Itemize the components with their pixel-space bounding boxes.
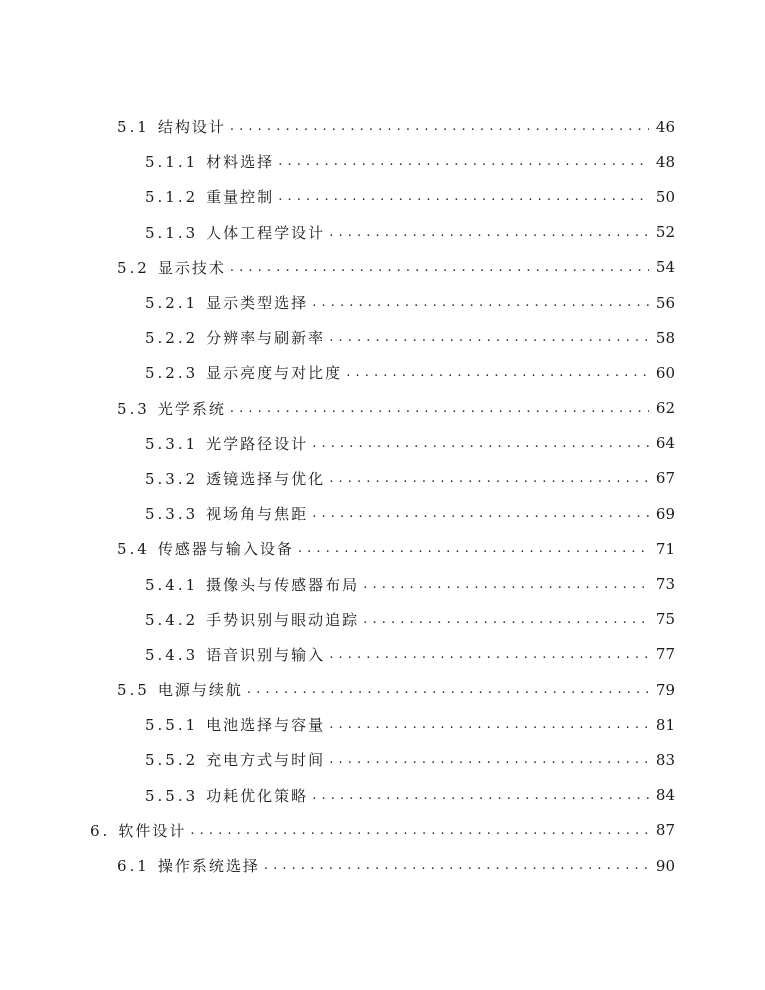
toc-entry-5-1[interactable]: [0, 109, 765, 144]
toc-entry-text: 摄像头与传感器布局: [206, 575, 360, 594]
toc-entry-text: 材料选择: [206, 153, 275, 172]
toc-entry-text: 传感器与输入设备: [157, 540, 294, 559]
dot-leader: [312, 295, 649, 310]
toc-entry-5-4-2[interactable]: [0, 602, 765, 637]
toc-entry-text: 透镜选择与优化: [206, 469, 326, 488]
toc-entry-number: 5.4.3: [145, 645, 199, 664]
toc-entry-title: [145, 362, 342, 383]
dot-leader: [312, 506, 649, 521]
toc-entry-5-5-2[interactable]: [0, 742, 765, 777]
toc-entry-5-1-2[interactable]: [0, 179, 765, 214]
toc-entry-number: 5.4.2: [145, 610, 199, 629]
toc-entry-number: 5.2.2: [145, 329, 199, 348]
toc-entry-number: 5.5.2: [145, 751, 199, 770]
toc-entry-number: 5.5.1: [145, 716, 199, 735]
toc-entry-5-3-3[interactable]: [0, 496, 765, 531]
toc-entry-text: 操作系统选择: [157, 857, 260, 876]
toc-page-number: 67: [655, 469, 675, 488]
toc-entry-5-4[interactable]: [0, 531, 765, 566]
toc-entry-text: 语音识别与输入: [206, 645, 326, 664]
dot-leader: [230, 119, 649, 134]
toc-entry-number: 5.4: [117, 540, 150, 559]
toc-entry-number: 5.2.1: [145, 294, 199, 313]
toc-page-number: 62: [655, 399, 675, 418]
toc-page-number: 71: [655, 539, 675, 558]
toc-entry-5-4-1[interactable]: [0, 566, 765, 601]
toc-entry-number: 5.4.1: [145, 575, 199, 594]
toc-entry-title: [145, 714, 325, 735]
toc-entry-number: 5.2: [117, 258, 150, 277]
dot-leader: [278, 189, 649, 204]
toc-entry-text: 视场角与焦距: [206, 505, 309, 524]
toc-entry-title: [145, 749, 325, 770]
toc-page-number: 60: [655, 363, 675, 382]
dot-leader: [363, 577, 649, 592]
toc-entry-6-1[interactable]: [0, 848, 765, 883]
toc-entry-title: [90, 820, 186, 841]
toc-entry-number: 5.1.3: [145, 223, 199, 242]
toc-entry-5-5[interactable]: [0, 672, 765, 707]
toc-entry-text: 显示类型选择: [206, 294, 309, 313]
toc-entry-5-2-3[interactable]: [0, 355, 765, 390]
toc-entry-5-2-1[interactable]: [0, 285, 765, 320]
dot-leader: [329, 471, 649, 486]
dot-leader: [247, 682, 649, 697]
toc-entry-title: [117, 398, 226, 419]
dot-leader: [312, 436, 649, 451]
toc-page-number: 77: [655, 645, 675, 664]
dot-leader: [363, 612, 649, 627]
toc-entry-title: [117, 257, 226, 278]
toc-page-number: 54: [655, 258, 675, 277]
toc-page-number: 79: [655, 680, 675, 699]
toc-entry-text: 结构设计: [157, 118, 226, 137]
toc-entry-number: 6.1: [117, 857, 150, 876]
toc-entry-6[interactable]: [0, 813, 765, 848]
dot-leader: [346, 365, 649, 380]
toc-page-number: 90: [655, 856, 675, 875]
toc-entry-number: 5.3.1: [145, 434, 199, 453]
toc-entry-text: 软件设计: [118, 821, 187, 840]
toc-entry-title: [145, 292, 308, 313]
toc-entry-title: [145, 785, 308, 806]
toc-entry-number: 5.2.3: [145, 364, 199, 383]
toc-page-number: 73: [655, 575, 675, 594]
toc-entry-number: 5.1: [117, 118, 150, 137]
toc-entry-number: 5.1.2: [145, 188, 199, 207]
toc-entry-number: 5.5.3: [145, 786, 199, 805]
toc-page-number: 46: [655, 117, 675, 136]
toc-page-number: 69: [655, 504, 675, 523]
toc-entry-5-4-3[interactable]: [0, 637, 765, 672]
table-of-contents: [0, 109, 765, 883]
toc-entry-5-2-2[interactable]: [0, 320, 765, 355]
toc-entry-title: [145, 574, 359, 595]
toc-page-number: 84: [655, 786, 675, 805]
toc-entry-5-5-1[interactable]: [0, 707, 765, 742]
toc-page-number: 58: [655, 328, 675, 347]
toc-entry-text: 人体工程学设计: [206, 223, 326, 242]
toc-entry-title: [117, 679, 243, 700]
toc-entry-text: 分辨率与刷新率: [206, 329, 326, 348]
toc-entry-number: 5.3.3: [145, 505, 199, 524]
dot-leader: [329, 330, 649, 345]
toc-entry-text: 功耗优化策略: [206, 786, 309, 805]
toc-entry-5-1-1[interactable]: [0, 144, 765, 179]
toc-entry-number: 5.1.1: [145, 153, 199, 172]
dot-leader: [329, 752, 649, 767]
toc-entry-text: 重量控制: [206, 188, 275, 207]
toc-entry-text: 显示技术: [157, 258, 226, 277]
toc-entry-text: 显示亮度与对比度: [206, 364, 343, 383]
toc-page-number: 50: [655, 187, 675, 206]
toc-entry-title: [145, 186, 274, 207]
toc-page-number: 48: [655, 152, 675, 171]
dot-leader: [230, 260, 649, 275]
toc-page-number: 56: [655, 293, 675, 312]
toc-entry-text: 手势识别与眼动追踪: [206, 610, 360, 629]
toc-page-number: 87: [655, 821, 675, 840]
toc-entry-number: 5.5: [117, 681, 150, 700]
toc-entry-5-3-1[interactable]: [0, 426, 765, 461]
toc-entry-title: [145, 327, 325, 348]
toc-entry-text: 光学系统: [157, 399, 226, 418]
toc-page-number: 81: [655, 715, 675, 734]
toc-entry-title: [145, 151, 274, 172]
toc-entry-title: [145, 222, 325, 243]
toc-entry-5-1-3[interactable]: [0, 215, 765, 250]
dot-leader: [329, 717, 649, 732]
toc-entry-text: 电源与续航: [157, 681, 243, 700]
toc-entry-title: [117, 116, 226, 137]
toc-entry-title: [117, 538, 294, 559]
dot-leader: [329, 647, 649, 662]
toc-entry-title: [145, 433, 308, 454]
toc-entry-5-2[interactable]: [0, 250, 765, 285]
toc-entry-text: 充电方式与时间: [206, 751, 326, 770]
toc-entry-number: 6.: [90, 821, 111, 840]
toc-entry-text: 电池选择与容量: [206, 716, 326, 735]
toc-page-number: 75: [655, 610, 675, 629]
toc-entry-title: [117, 855, 260, 876]
dot-leader: [230, 401, 649, 416]
toc-entry-number: 5.3: [117, 399, 150, 418]
toc-entry-5-3-2[interactable]: [0, 461, 765, 496]
toc-page-number: 52: [655, 223, 675, 242]
toc-entry-title: [145, 609, 359, 630]
dot-leader: [278, 154, 649, 169]
toc-page-number: 64: [655, 434, 675, 453]
dot-leader: [329, 225, 649, 240]
dot-leader: [264, 858, 649, 873]
dot-leader: [298, 541, 649, 556]
toc-entry-text: 光学路径设计: [206, 434, 309, 453]
dot-leader: [312, 788, 649, 803]
toc-entry-title: [145, 468, 325, 489]
toc-entry-number: 5.3.2: [145, 469, 199, 488]
toc-entry-5-5-3[interactable]: [0, 778, 765, 813]
dot-leader: [190, 823, 649, 838]
toc-entry-title: [145, 644, 325, 665]
toc-entry-5-3[interactable]: [0, 391, 765, 426]
toc-page-number: 83: [655, 750, 675, 769]
toc-entry-title: [145, 503, 308, 524]
